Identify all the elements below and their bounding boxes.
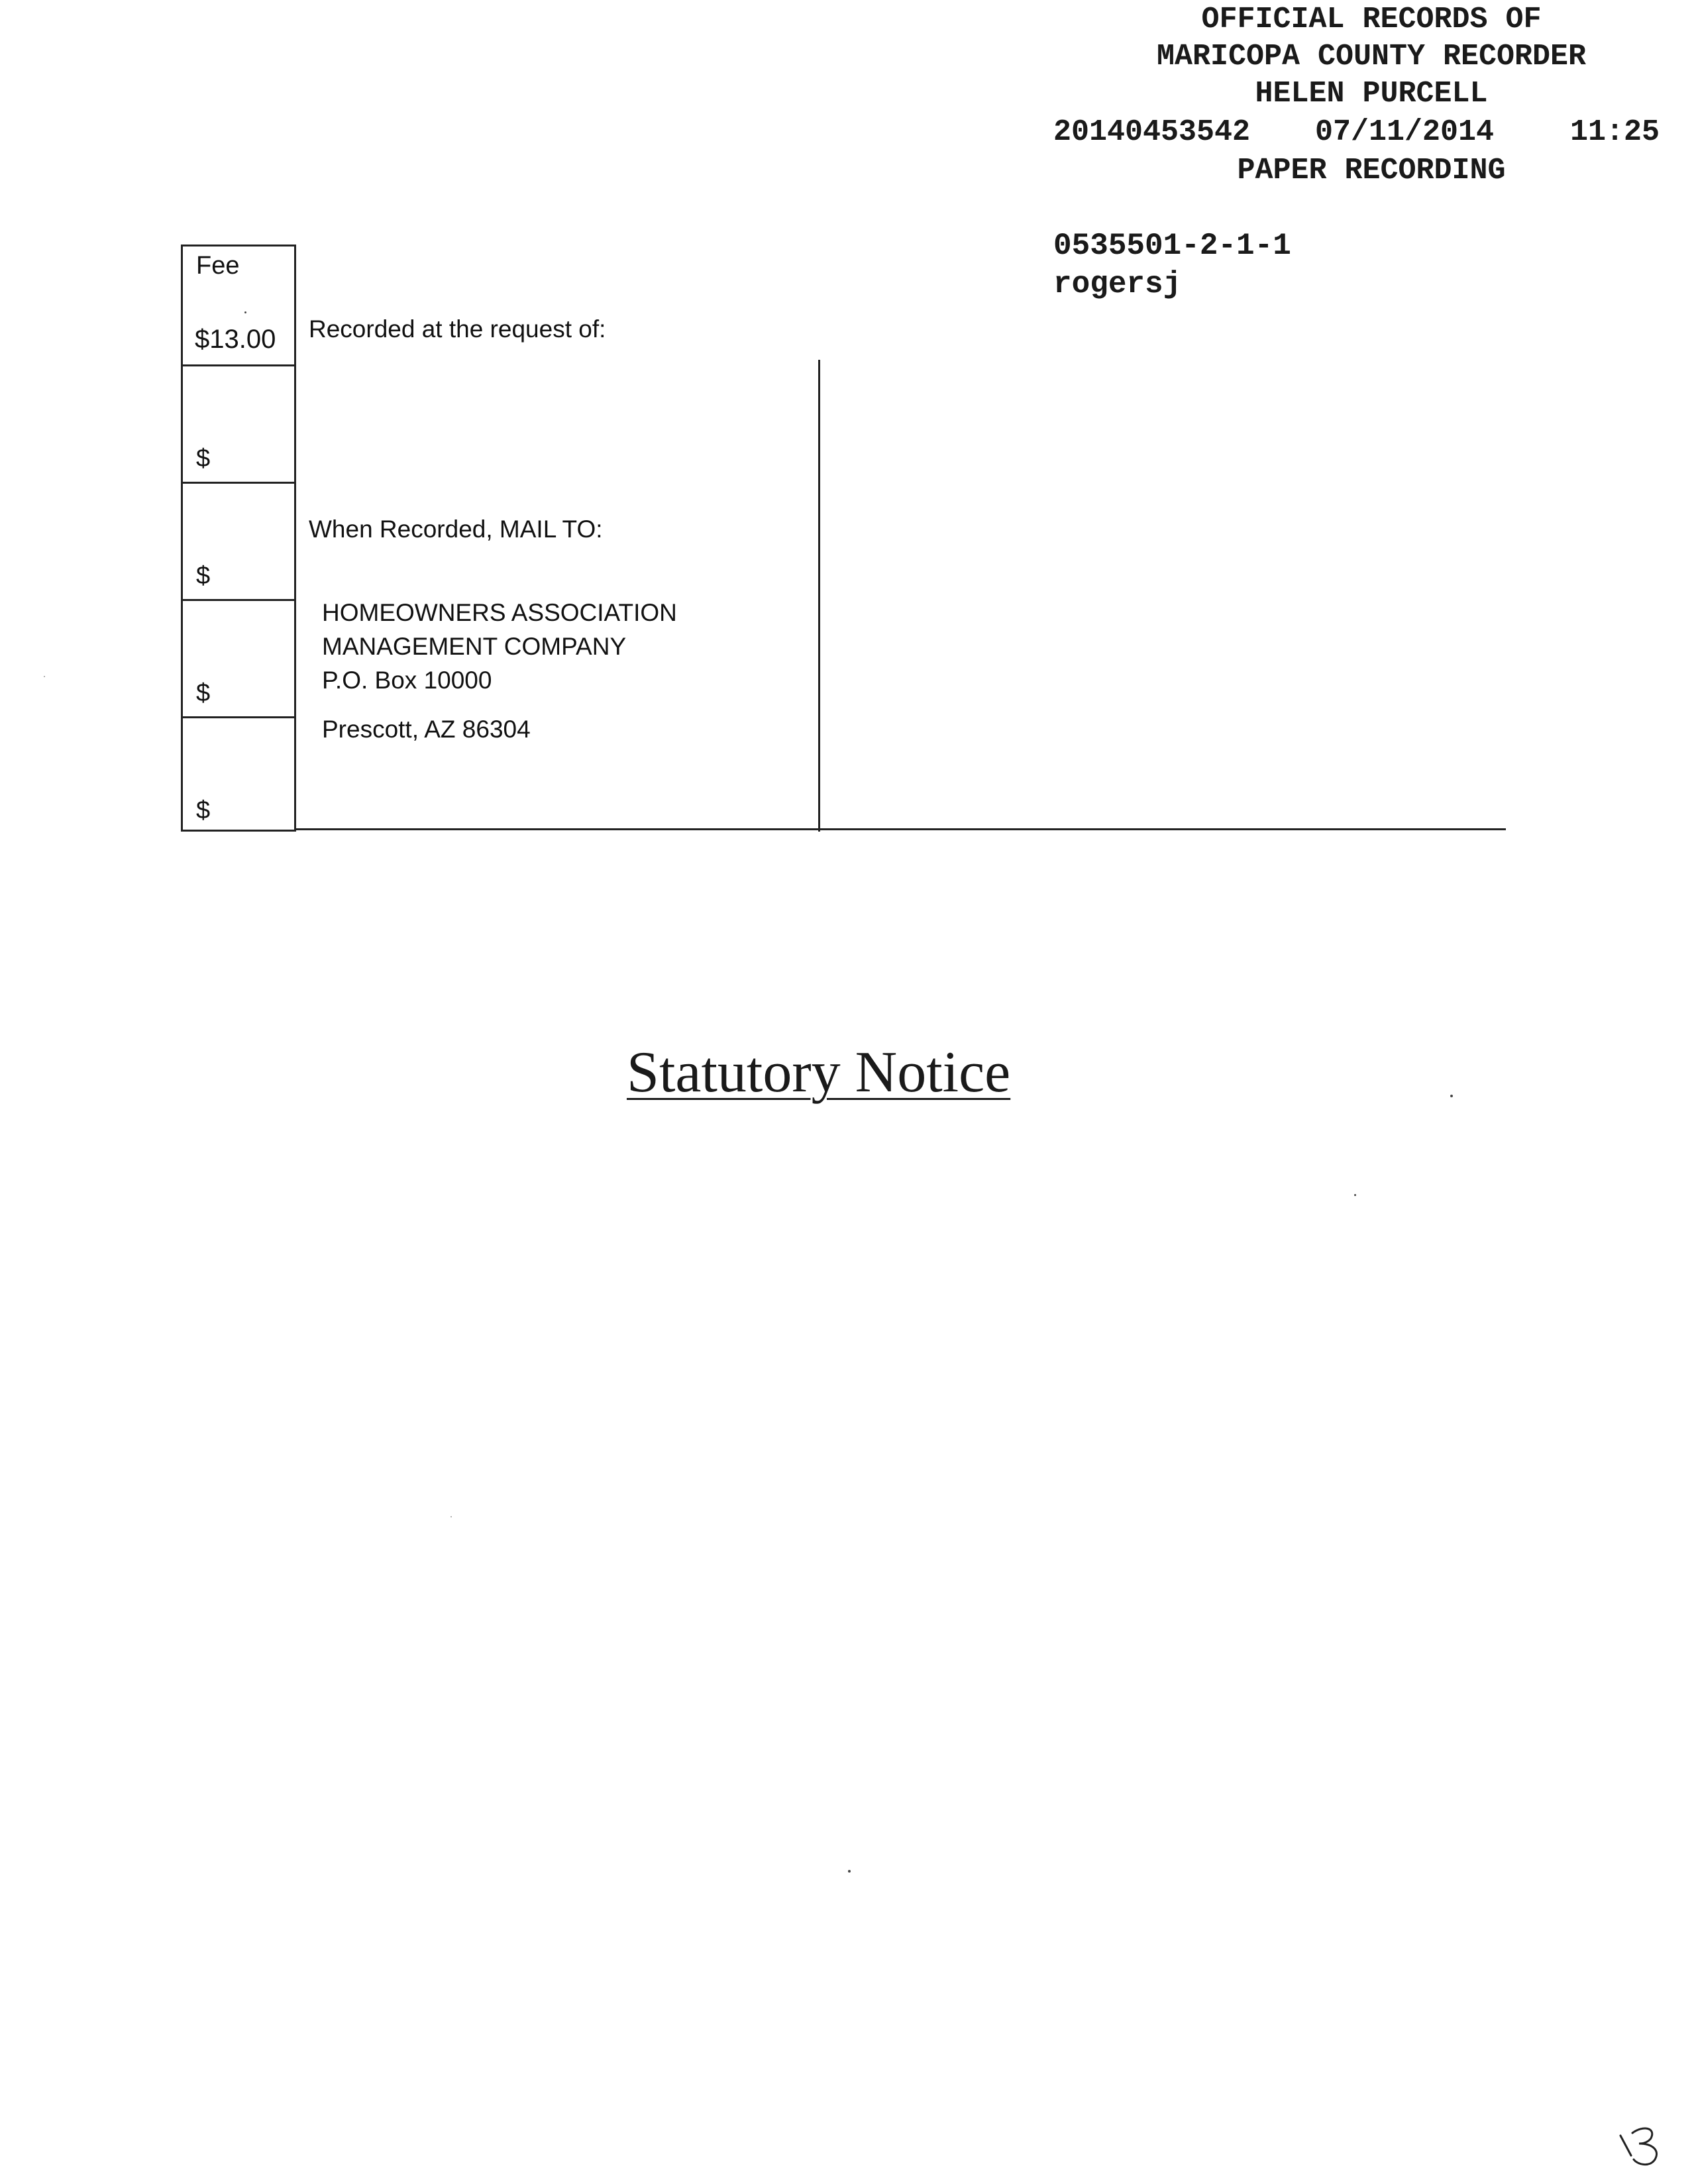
- reference-code: 0535501-2-1-1: [1053, 229, 1291, 263]
- fee-cell-4: [183, 599, 294, 716]
- handwritten-page-mark: [1616, 2124, 1670, 2170]
- mail-to-label: When Recorded, MAIL TO:: [309, 516, 603, 543]
- recorder-stamp-line-2: MARICOPA COUNTY RECORDER: [1156, 40, 1587, 74]
- recorder-stamp-line-3: HELEN PURCELL: [1255, 77, 1488, 111]
- recording-box-divider: [818, 360, 820, 832]
- fee-cell-3: [183, 482, 294, 599]
- mail-to-address-line-2: MANAGEMENT COMPANY: [322, 633, 627, 660]
- mail-to-address-line-4: Prescott, AZ 86304: [322, 716, 531, 743]
- fee-header: Fee: [196, 252, 240, 280]
- recorder-stamp-line-5: PAPER RECORDING: [1237, 154, 1506, 188]
- fee-amount-3: $: [196, 562, 211, 590]
- scan-speck: [44, 676, 45, 677]
- fee-cell-1: [183, 246, 294, 364]
- fee-amount-5: $: [196, 796, 211, 824]
- mail-to-address-line-3: P.O. Box 10000: [322, 667, 492, 694]
- recording-box-bottom-rule: [296, 828, 1506, 830]
- mail-to-address-line-1: HOMEOWNERS ASSOCIATION: [322, 599, 677, 626]
- scan-speck: [848, 1870, 851, 1873]
- clerk-id: rogersj: [1053, 267, 1182, 301]
- fee-cell-5: [183, 716, 294, 834]
- scan-speck: [450, 1516, 452, 1517]
- requested-by-label: Recorded at the request of:: [309, 315, 606, 343]
- fee-cell-2: [183, 364, 294, 482]
- recorder-stamp-line-1: OFFICIAL RECORDS OF: [1201, 3, 1542, 36]
- fee-column: [181, 245, 296, 832]
- document-title: Statutory Notice: [627, 1040, 1011, 1105]
- fee-amount-1: $13.00: [195, 325, 276, 354]
- scan-speck: [1450, 1095, 1453, 1097]
- scan-speck: [1354, 1194, 1356, 1196]
- recording-number: 20140453542: [1053, 115, 1251, 149]
- recording-time: 11:25: [1570, 115, 1660, 149]
- scan-speck: [244, 311, 246, 313]
- recording-date: 07/11/2014: [1315, 115, 1495, 149]
- fee-amount-4: $: [196, 679, 211, 707]
- fee-amount-2: $: [196, 445, 211, 472]
